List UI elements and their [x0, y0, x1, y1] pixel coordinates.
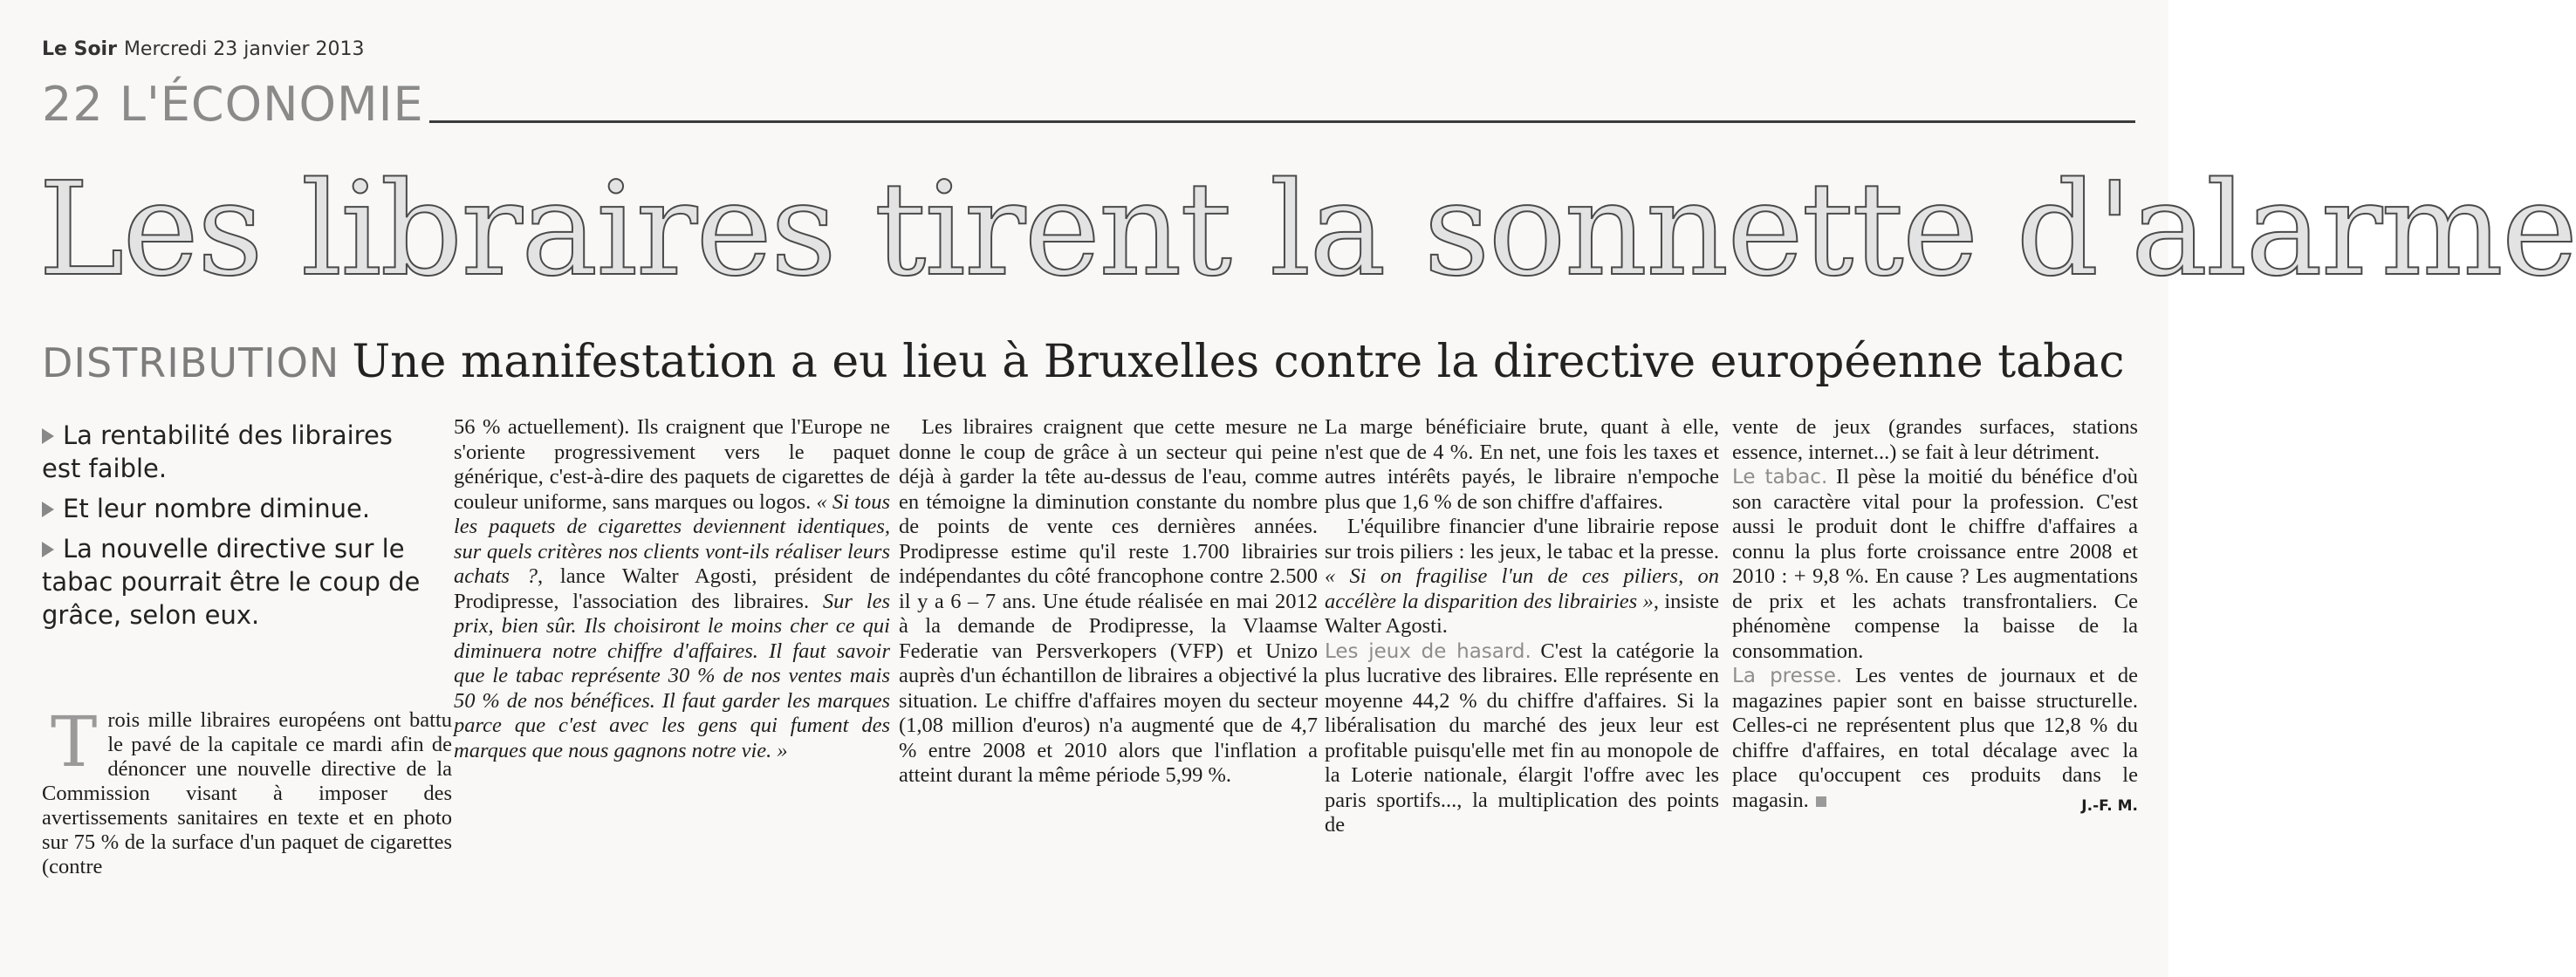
article-column-3	[899, 415, 1318, 789]
triangle-bullet-icon	[42, 502, 54, 517]
triangle-bullet-icon	[42, 542, 54, 557]
paragraph: vente de jeux (grandes surfaces, stations essence, internet...) se fait à leur détriment.	[1732, 415, 2138, 464]
bullet-item: La nouvelle directive sur le tabac pourrait être le coup de grâce, selon eux.	[42, 534, 421, 630]
deck-kicker: DISTRIBUTION	[42, 339, 340, 386]
triangle-bullet-icon	[42, 428, 54, 444]
lead-paragraph: Trois mille libraires européens ont battu le pavé de la capitale ce mardi afin de dénoncer une nouvelle directive de la Commission visant à imposer des avertissements sanitaires en texte et en photo sur 75 % de la surface d'un paquet de cigarettes (contre	[42, 701, 452, 878]
masthead	[42, 38, 365, 60]
end-mark-icon	[1816, 796, 1826, 807]
drop-cap: T	[51, 701, 98, 782]
paragraph: Le tabac. Il pèse la moitié du bénéfice d'où son caractère vital pour la profession. C'est aussi le produit dont le chiffre d'affaires a connu la plus forte croissance entre 2008 et 2010 : + 9,8 %. En cause ? Les augmentations de prix et les achats transfrontaliers. Ce phénomène compense la baisse de la consommation.	[1732, 465, 2139, 663]
quote: « Si on fragilise l'un de ces piliers, on accélère la disparition des librairies »	[1325, 564, 1719, 613]
article-column-2	[454, 415, 890, 763]
subhead-tabac: Le tabac.	[1732, 466, 1828, 488]
paragraph: La marge bénéficiaire brute, quant à elle, n'est que de 4 %. En net, une fois les taxes et autres intérêts payés, le libraire n'empoche plus que 1,6 % de son chiffre d'affaires.	[1325, 415, 1719, 514]
bullet-item: Et leur nombre diminue.	[42, 492, 426, 525]
deck	[42, 331, 2154, 404]
deck-text: Une manifestation a eu lieu à Bruxelles contre la directive européenne tabac	[352, 336, 2125, 388]
article-column-5	[1732, 415, 2138, 818]
issue-date: Mercredi 23 janvier 2013	[123, 38, 365, 60]
paragraph: 56 % actuellement). Ils craignent que l'Europe ne s'oriente progressivement vers le paquet générique, c'est-à-dire des paquets de cigarettes de couleur uniforme, sans marques ou logos. « Si tous les paquets de cigarettes deviennent identiques, sur quels critères nos clients vont-ils réaliser leurs achats ?, lance Walter Agosti, président de Prodipresse, l'association des libraires. Sur les prix, bien sûr. Ils choisiront le moins cher ce qui diminuera notre chiffre d'affaires. Il faut savoir que le tabac représente 30 % de nos ventes mais 50 % de nos bénéfices. Il faut garder les marques parce que c'est avec les gens qui fument des marques que nous gagnons notre vie. »	[454, 415, 891, 762]
paragraph: Les jeux de hasard. C'est la catégorie la plus lucrative des libraires. Elle représente en moyenne 44,2 % du chiffre d'affaires. Si la libéralisation du marché des jeux leur est profitable puisqu'elle met fin au monopole de la Loterie nationale, élargit l'offre avec les paris sportifs..., la multiplication des points de	[1325, 639, 1720, 837]
quote: Sur les prix, bien sûr. Ils choisiront le moins cher ce qui diminuera notre chiffre d'affaires. Il faut savoir que le tabac représente 30 % de nos ventes mais 50 % de nos bénéfices. Il faut garder les marques parce que c'est avec les gens qui fument des marques que nous gagnons notre vie. »	[454, 589, 891, 762]
section-rule	[429, 120, 2135, 123]
newspaper-brand: Le Soir	[42, 38, 117, 60]
summary-bullets	[42, 419, 426, 639]
subhead-jeux: Les jeux de hasard.	[1325, 639, 1531, 663]
paragraph: Les libraires craignent que cette mesure ne donne le coup de grâce à un secteur qui peine déjà à garder la tête au-dessus de l'eau, comme en témoigne la diminution constante du nombre de points de vente ces dernières années. Prodipresse estime qu'il reste 1.700 librairies indépendantes du côté francophone contre 2.500 il y a 6 – 7 ans. Une étude réalisée en mai 2012 à la demande de Prodipresse, la Vlaamse Federatie van Persverkopers (VFP) et Unizo auprès d'un échantillon de libraires a objectivé la situation. Le chiffre d'affaires moyen du secteur (1,08 million d'euros) n'a augmenté que de 4,7 % entre 2008 et 2010 alors que l'inflation a atteint durant la même période 5,99 %.	[899, 415, 1318, 787]
headline: Les libraires tirent la sonnette d'alarme	[38, 154, 2576, 304]
bullet-item: La rentabilité des libraires est faible.	[42, 420, 393, 483]
quote: « Si tous les paquets de cigarettes deviennent identiques, sur quels critères nos clients vont-ils réaliser leurs achats ?	[454, 489, 890, 588]
paragraph: L'équilibre financier d'une librairie repose sur trois piliers : les jeux, le tabac et la presse. « Si on fragilise l'un de ces piliers, on accélère la disparition des librairies », insiste Walter Agosti.	[1325, 515, 1719, 638]
byline: J.-F. M.	[2081, 796, 2138, 815]
subhead-presse: La presse.	[1732, 665, 1843, 687]
section-label: 22 L'ÉCONOMIE	[42, 77, 424, 132]
paragraph: La presse. Les ventes de journaux et de magazines papier sont en baisse structurelle. Celles-ci ne représentent plus que 12,8 % du chiffre d'affaires, en total décalage avec la place qu'occupent ces produits dans le magasin. J.-F. M.	[1732, 664, 2138, 813]
article-column-4	[1325, 415, 1719, 838]
